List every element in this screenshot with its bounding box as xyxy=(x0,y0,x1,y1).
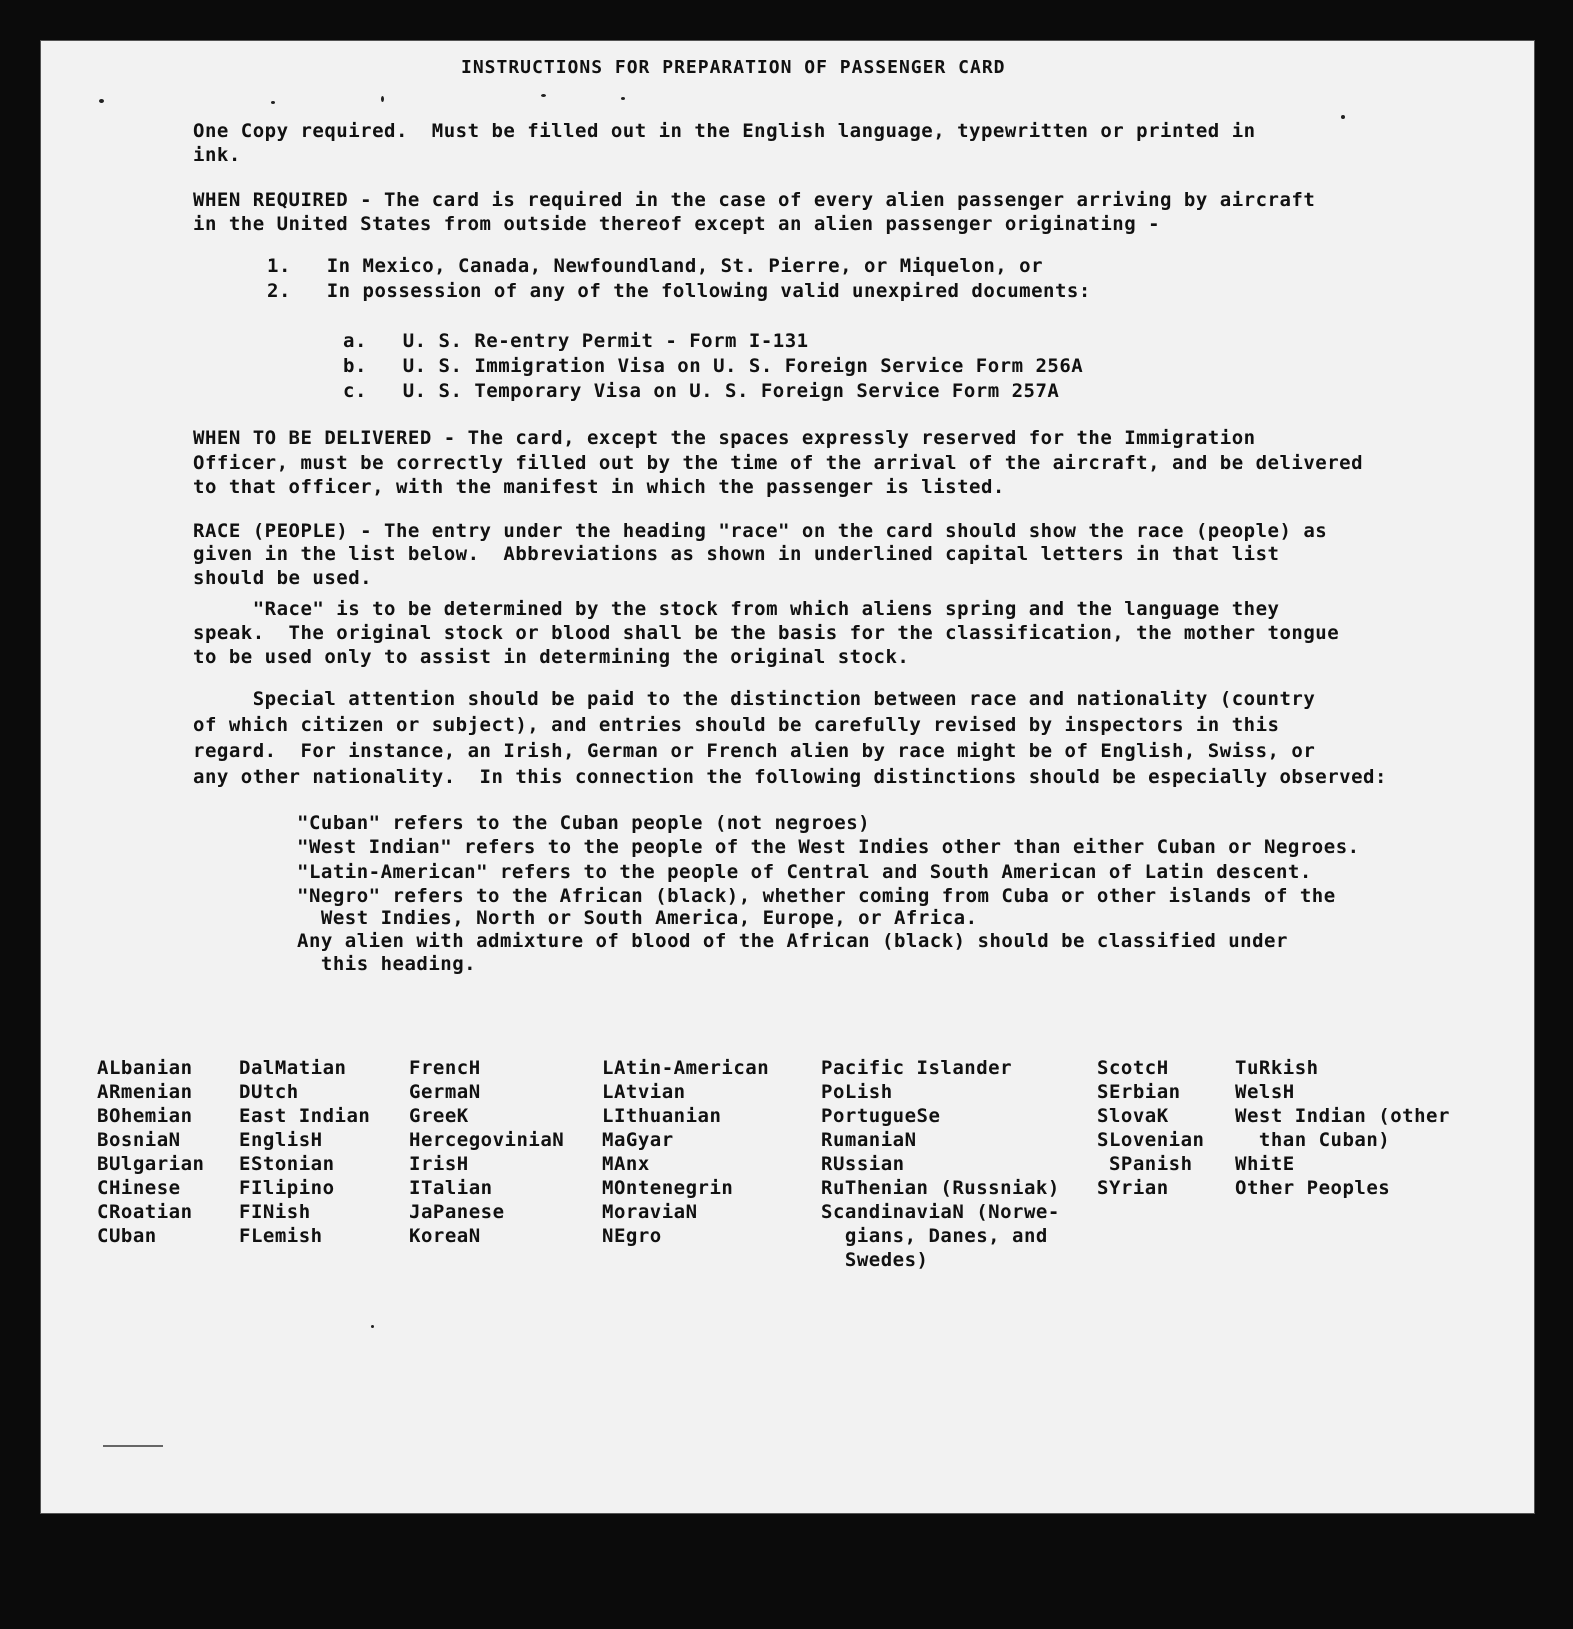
document-title: INSTRUCTIONS FOR PREPARATION OF PASSENGER CARD xyxy=(461,57,1006,78)
race-entry: ALbanian xyxy=(97,1057,193,1079)
scan-speck xyxy=(371,1325,374,1328)
race-entry: ITalian xyxy=(409,1177,493,1199)
race-entry: PoLish xyxy=(821,1081,893,1103)
race-entry: FIlipino xyxy=(239,1177,335,1199)
race-entry: LAtvian xyxy=(602,1081,686,1103)
race-entry: SLovenian xyxy=(1097,1129,1205,1151)
race-entry: SYrian xyxy=(1097,1177,1169,1199)
distinction-line: "Negro" refers to the African (black), whether coming from Cuba or other islands of the xyxy=(297,885,1336,907)
race-list-column xyxy=(1235,1056,1450,1200)
document-item: a. U. S. Re-entry Permit - Form I-131 xyxy=(343,330,809,352)
race-list-column xyxy=(1097,1056,1204,1200)
race-entry: JaPanese xyxy=(409,1201,505,1223)
race-entry: DalMatian xyxy=(239,1057,347,1079)
race-entry: Swedes) xyxy=(821,1249,929,1271)
race-list-column xyxy=(97,1056,204,1248)
race-entry: FrencH xyxy=(409,1057,481,1079)
race-entry: SPanish xyxy=(1097,1153,1193,1175)
race-entry: SlovaK xyxy=(1097,1105,1169,1127)
race-entry: NEgro xyxy=(602,1225,662,1247)
race-entry: CRoatian xyxy=(97,1201,193,1223)
race-entry: KoreaN xyxy=(409,1225,481,1247)
scan-speck xyxy=(1341,115,1345,119)
race-entry: MaGyar xyxy=(602,1129,674,1151)
race-entry: MOntenegrin xyxy=(602,1177,734,1199)
race-entry: GermaN xyxy=(409,1081,481,1103)
race-entry: MoraviaN xyxy=(602,1201,698,1223)
race-stock-line: to be used only to assist in determining the original stock. xyxy=(193,646,910,668)
scan-speck xyxy=(271,101,275,104)
intro-line: One Copy required. Must be filled out in the English language, typewritten or printed in xyxy=(193,120,1256,142)
distinction-line: "Latin-American" refers to the people of Central and South American of Latin descent. xyxy=(297,861,1312,883)
when-delivered-line: WHEN TO BE DELIVERED - The card, except the spaces expressly reserved for the Immigration xyxy=(193,427,1256,449)
distinction-line: "West Indian" refers to the people of the West Indies other than either Cuban or Negroes. xyxy=(297,836,1360,858)
race-entry: FINish xyxy=(239,1201,311,1223)
race-entry: SErbian xyxy=(1097,1081,1181,1103)
race-entry: WelsH xyxy=(1235,1081,1295,1103)
scan-speck xyxy=(541,94,546,97)
required-item: 1. In Mexico, Canada, Newfoundland, St. Pierre, or Miquelon, or xyxy=(267,255,1044,277)
when-delivered-line: to that officer, with the manifest in which the passenger is listed. xyxy=(193,476,1005,498)
race-entry: LIthuanian xyxy=(602,1105,722,1127)
race-entry: RumaniaN xyxy=(821,1129,917,1151)
required-item: 2. In possession of any of the following valid unexpired documents: xyxy=(267,280,1091,302)
race-entry: WhitE xyxy=(1235,1153,1295,1175)
special-attention-line: regard. For instance, an Irish, German or French alien by race might be of English, Swiss, or xyxy=(193,740,1316,762)
when-required-line: in the United States from outside thereof except an alien passenger originating - xyxy=(193,213,1161,235)
race-entry: East Indian xyxy=(239,1105,371,1127)
race-entry: BosniaN xyxy=(97,1129,181,1151)
race-entry: ScotcH xyxy=(1097,1057,1169,1079)
race-entry: IrisH xyxy=(409,1153,469,1175)
distinction-line: West Indies, North or South America, Europe, or Africa. xyxy=(297,907,978,929)
race-people-line: given in the list below. Abbreviations as shown in underlined capital letters in that list xyxy=(193,543,1280,565)
special-attention-line: Special attention should be paid to the distinction between race and nationality (country xyxy=(193,688,1316,710)
race-entry: CUban xyxy=(97,1225,157,1247)
distinction-line: Any alien with admixture of blood of the African (black) should be classified under xyxy=(297,930,1288,952)
race-entry: FLemish xyxy=(239,1225,323,1247)
race-list-column xyxy=(821,1056,1060,1272)
race-stock-line: speak. The original stock or blood shall be the basis for the classification, the mother tongue xyxy=(193,622,1340,644)
race-entry: EnglisH xyxy=(239,1129,323,1151)
document-item: c. U. S. Temporary Visa on U. S. Foreign Service Form 257A xyxy=(343,380,1060,402)
race-entry: RuThenian (Russniak) xyxy=(821,1177,1060,1199)
race-stock-line: "Race" is to be determined by the stock from which aliens spring and the language they xyxy=(193,598,1280,620)
race-entry: RUssian xyxy=(821,1153,905,1175)
race-entry: TuRkish xyxy=(1235,1057,1319,1079)
when-required-line: WHEN REQUIRED - The card is required in the case of every alien passenger arriving by aircraft xyxy=(193,189,1316,211)
scan-speck xyxy=(381,96,384,102)
race-entry: than Cuban) xyxy=(1235,1129,1391,1151)
race-entry: BOhemian xyxy=(97,1105,193,1127)
race-list-column xyxy=(602,1056,769,1248)
race-entry: DUtch xyxy=(239,1081,299,1103)
race-entry: MAnx xyxy=(602,1153,650,1175)
when-delivered-line: Officer, must be correctly filled out by the time of the arrival of the aircraft, and be delivered xyxy=(193,452,1364,474)
special-attention-line: any other nationality. In this connection the following distinctions should be especially observed: xyxy=(193,766,1387,788)
document-item: b. U. S. Immigration Visa on U. S. Foreign Service Form 256A xyxy=(343,355,1084,377)
race-entry: HercegoviniaN xyxy=(409,1129,565,1151)
distinction-line: this heading. xyxy=(297,953,477,975)
scan-speck xyxy=(621,97,625,100)
special-attention-line: of which citizen or subject), and entries should be carefully revised by inspectors in this xyxy=(193,714,1280,736)
race-entry: gians, Danes, and xyxy=(821,1225,1048,1247)
race-entry: West Indian (other xyxy=(1235,1105,1450,1127)
race-entry: ARmenian xyxy=(97,1081,193,1103)
race-entry: EStonian xyxy=(239,1153,335,1175)
distinction-line: "Cuban" refers to the Cuban people (not negroes) xyxy=(297,812,871,834)
race-entry: Pacific Islander xyxy=(821,1057,1013,1079)
scan-speck xyxy=(99,99,104,103)
race-people-line: should be used. xyxy=(193,567,373,589)
race-list-column xyxy=(239,1056,370,1248)
document-page xyxy=(40,40,1535,1514)
race-people-line: RACE (PEOPLE) - The entry under the heading "race" on the card should show the race (people) as xyxy=(193,520,1328,542)
race-entry: Other Peoples xyxy=(1235,1177,1391,1199)
race-entry: PortugueSe xyxy=(821,1105,941,1127)
race-entry: GreeK xyxy=(409,1105,469,1127)
intro-line: ink. xyxy=(193,144,241,166)
race-entry: LAtin-American xyxy=(602,1057,770,1079)
scan-speck xyxy=(103,1445,163,1447)
race-list-column xyxy=(409,1056,564,1248)
race-entry: CHinese xyxy=(97,1177,181,1199)
race-entry: ScandinaviaN (Norwe- xyxy=(821,1201,1060,1223)
race-entry: BUlgarian xyxy=(97,1153,205,1175)
